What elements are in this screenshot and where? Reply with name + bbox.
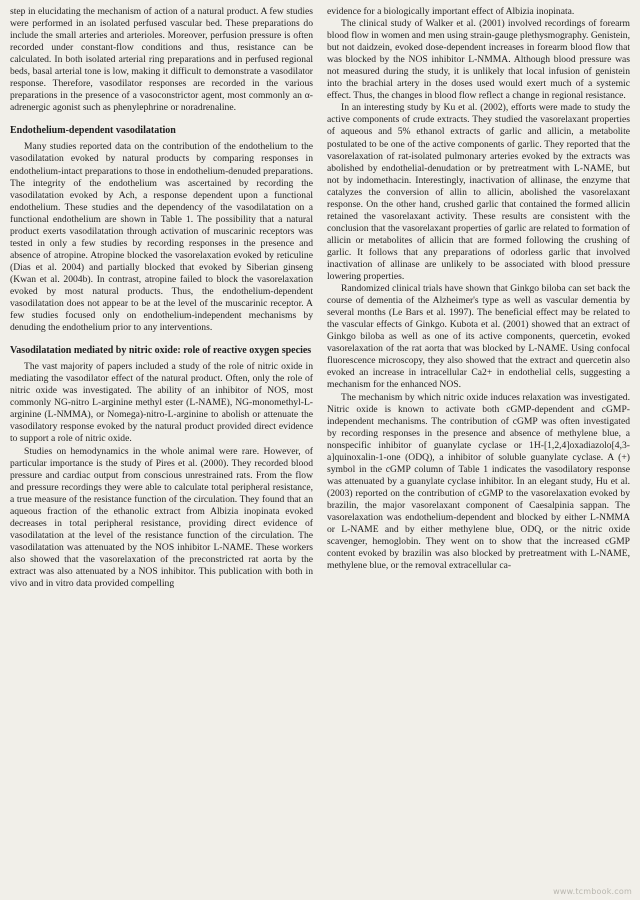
paragraph: evidence for a biologically important effect of Albizia inopinata. <box>327 6 575 17</box>
paragraph: Randomized clinical trials have shown that Ginkgo biloba can set back the course of dementia of the Alzheimer's type as well as vascular dementia by several months (Le Bars et al. 1997). The beneficial effect may be related to the vascular effects of Ginkgo. Kubota et al. (2001) showed that an extract of Ginkgo biloba as well as one of its active components, quercetin, evoked vasorelaxation of the rat aorta that was blocked by L-NAME. Using confocal fluorescence microscopy, they also showed that the extract and quercetin also evoked an increase in intracellular Ca2+ in endothelial cells, suggesting a mechanism for the enhanced NOS. <box>327 283 630 391</box>
paragraph: Many studies reported data on the contribution of the endothelium to the vasodilatation evoked by natural products by comparing responses in endothelium-intact preparations to those in endothelium-denuded preparations. The integrity of the endothelium was ascertained by recording the vasodilatation evoked by Ach, a response dependent upon a functional endothelium. These studies and the dependency of the vasodilatation on a functional endothelium are shown in Table 1. The possibility that a natural product exerts vasodilatation through activation of muscarinic receptors was tested in only a few studies by recording responses in the presence and absence of atropine. Atropine blocked the vasorelaxation evoked by reticuline (Dias et al. 2004) and partially blocked that evoked by Siberian ginseng (Kwan et al. 2004b). In contrast, atropine failed to block the vasorelaxation evoked by most natural products. Thus, the endothelium-dependent vasodilatation does not appear to be at the level of the muscarinic receptor. A few studies focused only on endothelium-independent mechanisms by denuding the endothelium prior to any interventions. <box>10 141 313 334</box>
watermark: www.tcmbook.com <box>553 887 632 896</box>
paragraph: In an interesting study by Ku et al. (2002), efforts were made to study the active components of crude extracts. They studied the vasorelaxant properties of aqueous and 5% ethanol extracts of garlic and allicin, a metabolite postulated to be one of the active components of garlic. They reported that the vasorelaxation of rat-isolated pulmonary arteries evoked by the extracts was abolished by endothelial-denudation or by pretreatment with L-NAME, but not by indomethacin. Interestingly, inactivation of allinase, the enzyme that catalyzes the conversion of allin to allicin, abolished the vasorelaxant response. On the other hand, crushed garlic that contained the formed allicin retained the vasorelaxant activity. These results are consistent with the conclusion that the vasorelaxant properties of garlic are related to formation of allicin or metabolites of allicin that are formed following the crushing of garlic. It follows that any preparations of odorless garlic that involved inactivation of allinase are unlikely to be associated with blood pressure lowering properties. <box>327 102 630 283</box>
paragraph: Studies on hemodynamics in the whole animal were rare. However, of particular importance is the study of Pires et al. (2000). They recorded blood pressure and cardiac output from conscious unrestrained rats. From the flow and pressure recordings they were able to calculate total peripheral resistance, a true measure of the resistance function of the circulation. They found that an aqueous fraction of the ethanolic extract from Albizia inopinata evoked decreases in total peripheral resistance, providing direct evidence of vasodilatation at the level of the resistance function of the circulation. The vasodilatation was attenuated by the NOS inhibitor L-NAME. These workers also showed that the vasorelaxation of the preconstricted rat aorta by the extract was also attenuated by a NOS inhibitor. This publication with both in vivo and in vitro data provided compelling <box>10 445 313 590</box>
left-column <box>10 6 313 900</box>
paragraph: The mechanism by which nitric oxide induces relaxation was investigated. Nitric oxide is known to activate both cGMP-dependent and cGMP-independent mechanisms. The contribution of cGMP was often investigated by recording responses in the presence and absence of methylene blue, a nonspecific inhibitor of guanylate cyclase or 1H-[1,2,4]oxadiazolo[4,3-a]quinoxalin-1-one (ODQ), a inhibitor of soluble guanylate cyclase. A (+) symbol in the cGMP column of Table 1 indicates the vasodilatory response was attenuated by a guanylate cyclase inhibitor. In an elegant study, Hu et al. (2003) reported on the contribution of cGMP to the vasorelaxation evoked by brazilin, the major vasorelaxant component of Caesalpinia sappan. The vasorelaxation was endothelium-dependent and blocked by either L-NMMA or L-NAME and by either methylene blue, ODQ, or the nitric oxide scavenger, hemoglobin. They went on to show that the increased cGMP content evoked by brazilin was also blocked by pretreatment with L-NAME, methylene blue, or the removal extracellular ca- <box>327 391 630 572</box>
paragraph: The vast majority of papers included a study of the role of nitric oxide in mediating the vasodilator effect of the natural product. Often, only the role of nitric oxide was investigated. The ability of an inhibitor of NOS, most commonly NG-nitro L-arginine methyl ester (L-NAME), NG-monomethyl-L-arginine (L-NMMA), or Nomega)-nitro-L-arginine to abolish or attenuate the vasodilatory response evoked by the natural product provided direct evidence to support a role of nitric oxide. <box>10 361 313 445</box>
section-heading: Endothelium-dependent vasodilatation <box>10 125 176 137</box>
paragraph: The clinical study of Walker et al. (2001) involved recordings of forearm blood flow in women and men using strain-gauge plethysmography. Genistein, but not daidzein, evoked dose-dependent increases in forearm blood flow that was blocked by the NOS inhibitor L-NMMA. Although blood pressure was not measured during the study, it is unlikely that local infusion of genistein into the brachial artery in the doses used would exert much of a systemic effect. Thus, the changes in blood flow reflect a change in regional resistance. <box>327 18 630 102</box>
paragraph: step in elucidating the mechanism of action of a natural product. A few studies were performed in an isolated perfused vascular bed. These preparations do include the small arteries and arterioles. Moreover, perfusion pressure is often recorded under constant-flow conditions and thus, resistance can be calculated. In both isolated arterial ring preparations and in perfused regional beds, basal arterial tone is low, making it difficult to demonstrate a vasodilator response. Therefore, vasodilator responses are recorded in the various preparations in the presence of a vasoconstrictor agent, most commonly an α-adrenergic agonist such as phenylephrine or noradrenaline. <box>10 6 313 114</box>
section-heading: Vasodilatation mediated by nitric oxide: role of reactive oxygen species <box>10 345 312 357</box>
right-column <box>327 6 630 900</box>
